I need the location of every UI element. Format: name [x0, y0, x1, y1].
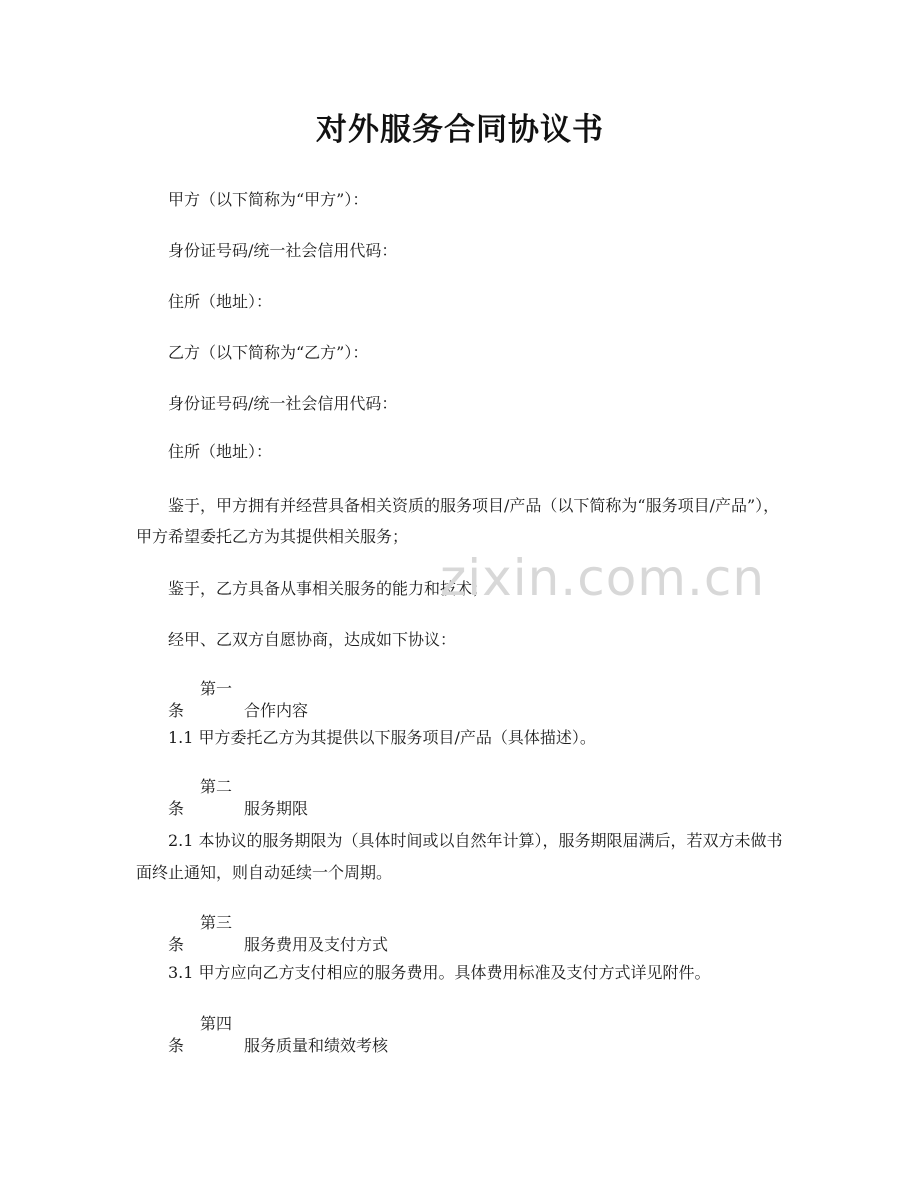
clause-paragraph: 1.1 甲方委托乙方为其提供以下服务项目/产品（具体描述）。 — [168, 728, 596, 747]
article-title: 服务费用及支付方式 — [244, 935, 389, 954]
article-title: 合作内容 — [244, 701, 309, 720]
article-heading — [136, 912, 790, 956]
document-title: 对外服务合同协议书 — [316, 112, 604, 148]
party-a-address-line: 住所（地址）： — [168, 292, 273, 311]
party-b-name-line: 乙方（以下简称为“乙方”）： — [168, 343, 369, 362]
watermark-text: zixin.com.cn — [440, 549, 766, 607]
article-number: 第四条 — [168, 1014, 233, 1055]
article-heading — [136, 1013, 790, 1057]
article-heading — [136, 678, 790, 722]
party-b-id-line: 身份证号码/统一社会信用代码： — [168, 394, 398, 413]
article-title: 服务质量和绩效考核 — [244, 1036, 389, 1055]
article-number: 第二条 — [168, 777, 233, 818]
recital-paragraph: 经甲、乙双方自愿协商，达成如下协议： — [168, 630, 457, 649]
article-number: 第三条 — [168, 913, 233, 954]
party-b-address-line: 住所（地址）： — [168, 442, 273, 461]
recital-paragraph: 鉴于，甲方拥有并经营具备相关资质的服务项目/产品（以下简称为“服务项目/产品”），甲方希望委托乙方为其提供相关服务； — [136, 496, 780, 546]
recital-paragraph: 鉴于，乙方具备从事相关服务的能力和技术； — [168, 579, 489, 598]
party-a-name-line: 甲方（以下简称为“甲方”）： — [168, 190, 369, 209]
clause-paragraph: 3.1 甲方应向乙方支付相应的服务费用。具体费用标准及支付方式详见附件。 — [168, 963, 711, 982]
article-number: 第一条 — [168, 679, 233, 720]
clause-paragraph: 2.1 本协议的服务期限为（具体时间或以自然年计算），服务期限届满后，若双方未做书面终止通知，则自动延续一个周期。 — [136, 831, 783, 882]
article-title: 服务期限 — [244, 799, 309, 818]
article-heading — [136, 776, 790, 820]
party-a-id-line: 身份证号码/统一社会信用代码： — [168, 241, 398, 260]
